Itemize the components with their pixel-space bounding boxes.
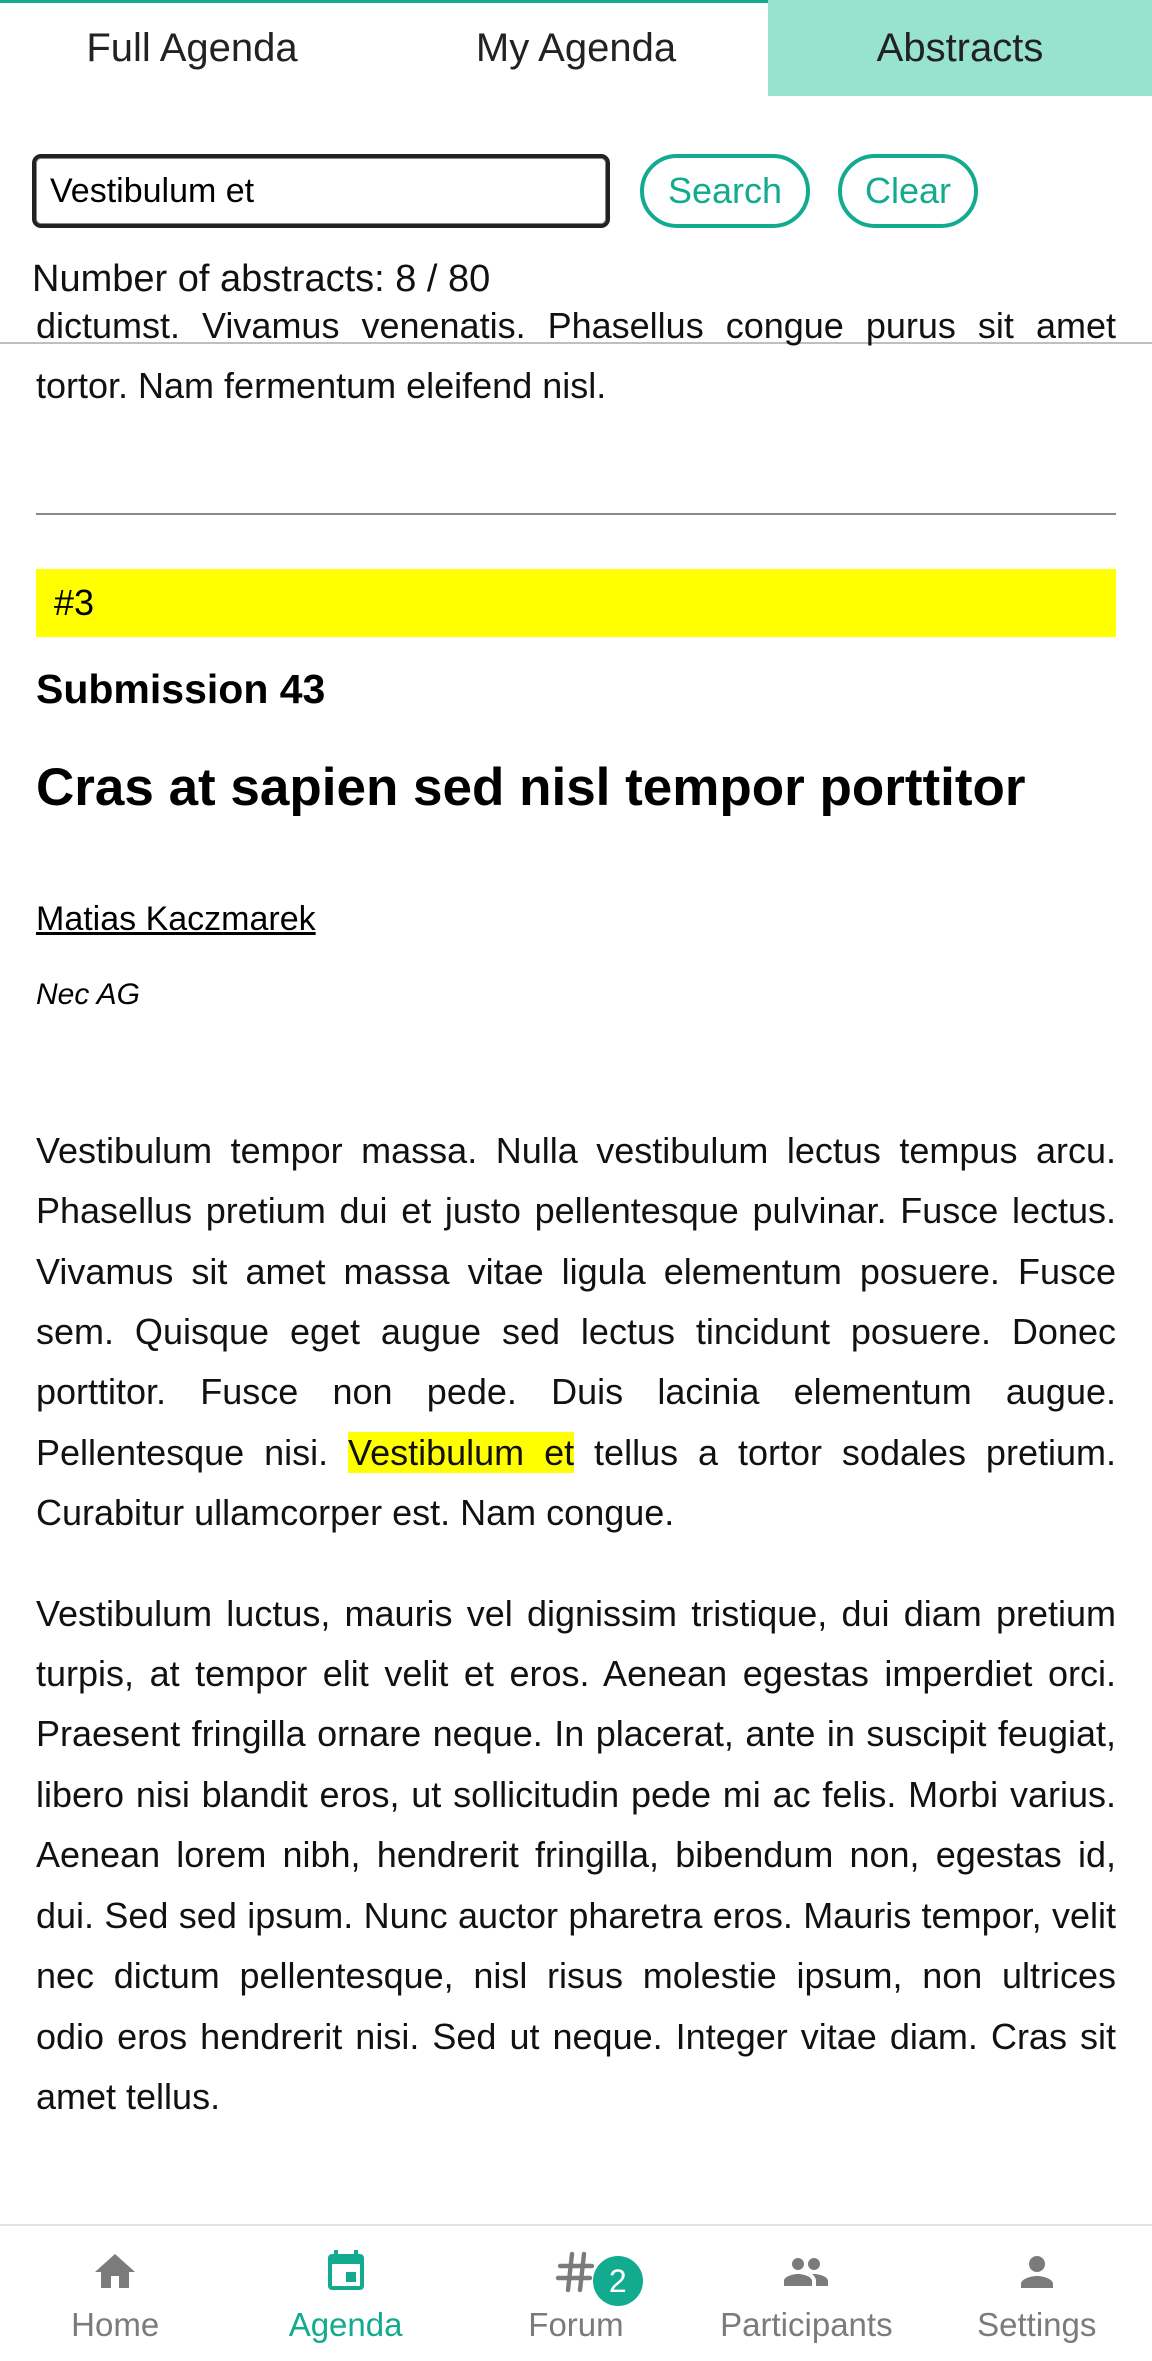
nav-home[interactable]	[0, 2226, 230, 2361]
tab-full-agenda[interactable]: Full Agenda	[86, 25, 298, 70]
nav-participants[interactable]	[691, 2226, 921, 2361]
abstract-paragraph	[36, 1121, 1116, 1544]
nav-label: Participants	[720, 2306, 893, 2343]
forum-unread-badge: 2	[593, 2256, 643, 2306]
hashtag-icon	[552, 2248, 600, 2296]
calendar-icon	[322, 2248, 370, 2296]
abstract-separator	[36, 513, 1116, 515]
bottom-navigation	[0, 2224, 1152, 2361]
agenda-tabs	[0, 0, 1152, 96]
abstract-count: Number of abstracts: 8 / 80	[32, 258, 491, 300]
nav-forum[interactable]	[461, 2226, 691, 2361]
person-icon	[1013, 2248, 1061, 2296]
tab-abstracts[interactable]: Abstracts	[768, 0, 1152, 96]
abstract-text: Vestibulum tempor massa. Nulla vestibulum lectus tempus arcu. Phasellus pretium dui et justo pellentesque pulvinar. Fusce lectus. Vivamus sit amet massa vitae ligula elementum posuere. Fusce sem. Quisque eget augue sed lectus tincidunt posuere. Donec porttitor. Fusce non pede. Duis lacinia elementum augue. Pellentesque nisi.	[36, 1129, 1116, 1473]
nav-label: Settings	[977, 2306, 1097, 2343]
nav-label: Forum	[528, 2306, 624, 2343]
nav-agenda[interactable]	[230, 2226, 460, 2361]
search-bar	[32, 154, 978, 228]
submission-number: Submission 43	[36, 665, 326, 712]
abstract-text: tellus a tortor sodales pretium. Curabitur ullamcorper est. Nam congue.	[36, 1431, 1116, 1534]
nav-settings[interactable]	[922, 2226, 1152, 2361]
search-highlight: Vestibulum et	[348, 1431, 575, 1473]
tab-my-agenda[interactable]: My Agenda	[475, 25, 677, 70]
nav-label: Home	[71, 2306, 160, 2343]
author-affiliation: Nec AG	[36, 977, 140, 1011]
clear-button[interactable]: Clear	[838, 154, 978, 228]
previous-abstract-text: dictumst. Vivamus venenatis. Phasellus congue purus sit amet tortor. Nam fermentum eleifend nisl.	[36, 305, 1116, 407]
home-icon	[91, 2248, 139, 2296]
nav-label: Agenda	[288, 2306, 403, 2343]
author-link[interactable]: Matias Kaczmarek	[36, 899, 316, 938]
abstract-list[interactable]	[0, 305, 1152, 2224]
search-input[interactable]	[32, 154, 610, 228]
abstract-index-badge: #3	[36, 569, 1116, 637]
abstract-paragraph: Vestibulum luctus, mauris vel dignissim tristique, dui diam pretium turpis, at tempor elit velit et eros. Aenean egestas imperdiet orci. Praesent fringilla ornare neque. In placerat, ante in suscipit feugiat, libero nisi blandit eros, ut sollicitudin pede mi ac felis. Morbi varius. Aenean lorem nibh, hendrerit fringilla, bibendum non, egestas id, dui. Sed sed ipsum. Nunc auctor pharetra eros. Mauris tempor, velit nec dictum pellentesque, nisl risus molestie ipsum, non ultrices odio eros hendrerit nisi. Sed ut neque. Integer vitae diam. Cras sit amet tellus.	[36, 1592, 1116, 2117]
abstract-title: Cras at sapien sed nisl tempor porttitor	[36, 757, 1026, 817]
people-icon	[782, 2248, 830, 2296]
search-button[interactable]: Search	[640, 154, 810, 228]
